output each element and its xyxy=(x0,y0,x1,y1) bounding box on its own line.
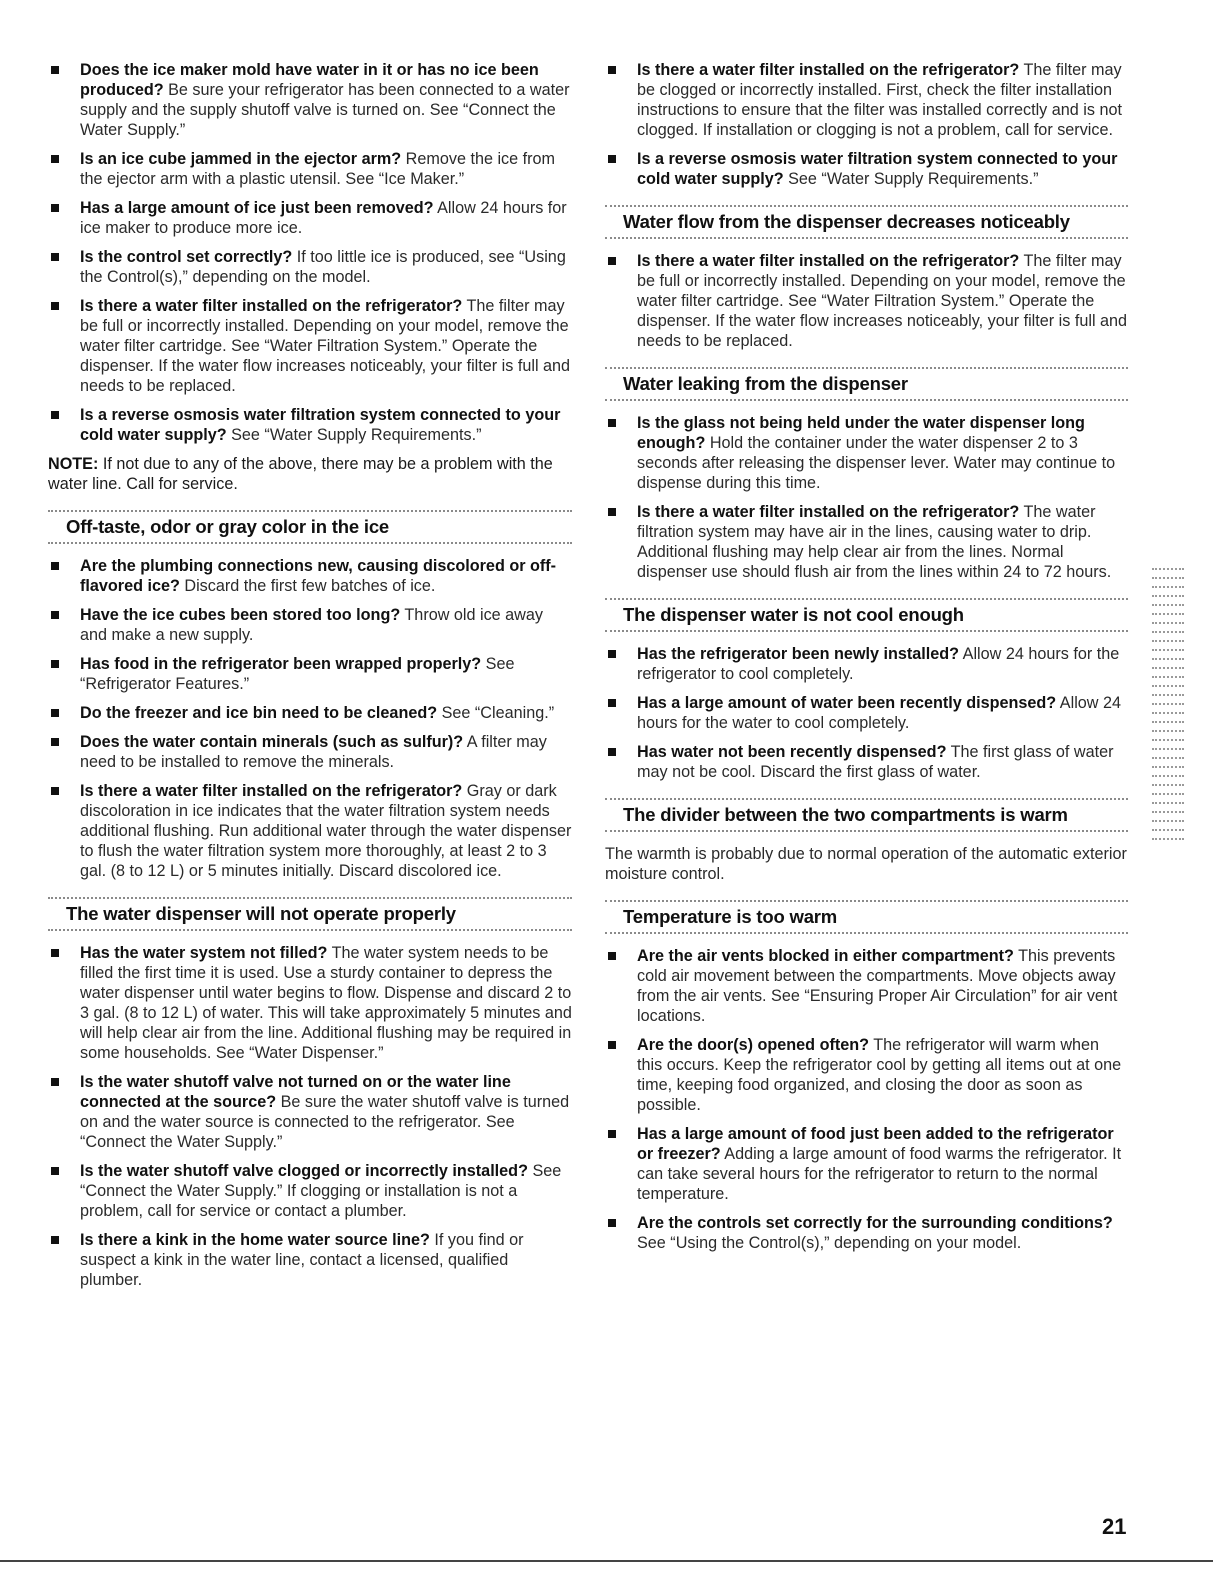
dotted-divider xyxy=(605,932,1128,934)
dotted-divider xyxy=(48,897,572,899)
item-answer: Throw old ice away and make a new supply. xyxy=(80,606,543,644)
item-answer: Allow 24 hours for ice maker to produce more ice. xyxy=(80,199,567,237)
section-heading xyxy=(605,598,1128,632)
item-question: Is an ice cube jammed in the ejector arm? xyxy=(80,150,402,168)
item-question: Have the ice cubes been stored too long? xyxy=(80,606,401,624)
item-answer: The filter may be full or incorrectly installed. Depending on your model, remove the water filter cartridge. See “Water Filtration System.” Operate the dispenser. If the water flow increases noticeably, your filter is full and needs to be replaced. xyxy=(637,252,1128,350)
item-question: Is the water shutoff valve clogged or incorrectly installed? xyxy=(80,1162,528,1180)
bullet-square-icon xyxy=(51,787,59,795)
right-column xyxy=(605,60,1128,1262)
troubleshooting-item xyxy=(605,742,1128,782)
section-heading xyxy=(48,897,572,931)
item-answer: The first glass of water may not be cool. Discard the first glass of water. xyxy=(637,743,1114,781)
item-question: Is a reverse osmosis water filtration system connected to your cold water supply? xyxy=(80,406,561,444)
troubleshooting-item xyxy=(48,405,572,445)
bullet-square-icon xyxy=(608,1219,616,1227)
section-heading xyxy=(605,367,1128,401)
section-heading xyxy=(605,900,1128,934)
item-answer: This prevents cold air movement between the compartments. Move objects away from the air vents. See “Ensuring Proper Air Circulation” for air vent locations. xyxy=(637,947,1118,1025)
item-question: Does the water contain minerals (such as sulfur)? xyxy=(80,733,464,751)
item-answer: See “Connect the Water Supply.” If clogging or installation is not a problem, call for service or contact a plumber. xyxy=(80,1162,562,1220)
item-answer: The refrigerator will warm when this occurs. Keep the refrigerator cool by getting all items out at one time, keeping food organized, and closing the door as soon as possible. xyxy=(637,1036,1122,1114)
item-answer: See “Water Supply Requirements.” xyxy=(226,426,482,444)
troubleshooting-item xyxy=(48,149,572,189)
item-answer: Gray or dark discoloration in ice indicates that the water filtration system needs additional flushing. Run additional water through the water dispenser to flush the water filtration system more thoroughly, at least 2 to 3 gal. (8 to 12 L) or 5 minutes initially. Discard discolored ice. xyxy=(80,782,572,880)
bullet-square-icon xyxy=(51,562,59,570)
bullet-square-icon xyxy=(51,709,59,717)
dotted-divider xyxy=(605,399,1128,401)
item-question: Is there a water filter installed on the refrigerator? xyxy=(637,252,1020,270)
troubleshooting-item xyxy=(48,654,572,694)
item-question: Is there a water filter installed on the refrigerator? xyxy=(80,297,463,315)
bullet-square-icon xyxy=(51,411,59,419)
item-answer: If you find or suspect a kink in the water line, contact a licensed, qualified plumber. xyxy=(80,1231,524,1289)
item-question: Has food in the refrigerator been wrapped properly? xyxy=(80,655,482,673)
bullet-square-icon xyxy=(608,748,616,756)
troubleshooting-item xyxy=(48,732,572,772)
bullet-square-icon xyxy=(608,952,616,960)
bullet-square-icon xyxy=(608,699,616,707)
bullet-square-icon xyxy=(51,302,59,310)
troubleshooting-item xyxy=(48,60,572,140)
bullet-square-icon xyxy=(608,419,616,427)
bullet-square-icon xyxy=(608,508,616,516)
troubleshooting-item xyxy=(605,693,1128,733)
bullet-square-icon xyxy=(51,1078,59,1086)
troubleshooting-item xyxy=(48,296,572,396)
bullet-square-icon xyxy=(608,155,616,163)
item-answer: Be sure the water shutoff valve is turned on and the water source is connected to the refrigerator. See “Connect the Water Supply.” xyxy=(80,1093,570,1151)
troubleshooting-item xyxy=(605,1124,1128,1204)
item-answer: The water system needs to be filled the first time it is used. Use a sturdy container to depress the water dispenser until water begins to flow. Dispense and discard 2 to 3 gal. (8 to 12 L) of water. This will take approximately 5 minutes and will help clear air from the line. Additional flushing may be required in some households. See “Water Dispenser.” xyxy=(80,944,572,1062)
section-heading-text: The water dispenser will not operate properly xyxy=(66,903,456,924)
item-question: Has a large amount of ice just been removed? xyxy=(80,199,434,217)
item-question: Is the control set correctly? xyxy=(80,248,293,266)
bottom-rule xyxy=(0,1560,1213,1562)
note-label: NOTE: xyxy=(48,455,99,473)
dotted-divider xyxy=(48,510,572,512)
item-question: Has a large amount of food just been added to the refrigerator or freezer? xyxy=(637,1125,1114,1163)
left-column xyxy=(48,60,572,1299)
section-heading-text: Off-taste, odor or gray color in the ice xyxy=(66,516,389,537)
troubleshooting-item xyxy=(48,703,572,723)
bullet-square-icon xyxy=(608,257,616,265)
dotted-divider xyxy=(605,798,1128,800)
troubleshooting-item xyxy=(48,198,572,238)
section-heading-text: Water flow from the dispenser decreases noticeably xyxy=(623,211,1070,232)
item-answer: A filter may need to be installed to remove the minerals. xyxy=(80,733,547,771)
item-question: Is there a water filter installed on the refrigerator? xyxy=(637,61,1020,79)
section-heading-text: Water leaking from the dispenser xyxy=(623,373,908,394)
dotted-divider xyxy=(605,205,1128,207)
section-heading-text: The divider between the two compartments is warm xyxy=(623,804,1068,825)
troubleshooting-item xyxy=(48,1230,572,1290)
troubleshooting-item xyxy=(48,943,572,1063)
item-answer: See “Using the Control(s),” depending on your model. xyxy=(637,1234,1022,1252)
troubleshooting-item xyxy=(605,1213,1128,1253)
troubleshooting-item xyxy=(605,413,1128,493)
dotted-divider xyxy=(605,830,1128,832)
item-question: Does the ice maker mold have water in it or has no ice been produced? xyxy=(80,61,539,99)
item-question: Has the water system not filled? xyxy=(80,944,328,962)
bullet-square-icon xyxy=(51,204,59,212)
item-question: Is there a water filter installed on the refrigerator? xyxy=(637,503,1020,521)
bullet-square-icon xyxy=(51,1236,59,1244)
bullet-square-icon xyxy=(608,1041,616,1049)
item-answer: Adding a large amount of food warms the refrigerator. It can take several hours for the refrigerator to return to the normal temperature. xyxy=(637,1145,1122,1203)
item-answer: Be sure your refrigerator has been connected to a water supply and the supply shutoff valve is turned on. See “Connect the Water Supply.” xyxy=(80,81,570,139)
item-answer: The water filtration system may have air in the lines, causing water to drip. Additional flushing may help clear air from the lines. Normal dispenser use should flush air from the lines within 24 to 72 hours. xyxy=(637,503,1112,581)
dotted-divider xyxy=(48,929,572,931)
bullet-square-icon xyxy=(608,1130,616,1138)
bullet-square-icon xyxy=(51,1167,59,1175)
troubleshooting-item xyxy=(48,605,572,645)
note-paragraph xyxy=(48,454,572,494)
item-answer: If too little ice is produced, see “Using the Control(s),” depending on the model. xyxy=(80,248,566,286)
dotted-divider xyxy=(605,598,1128,600)
item-answer: See “Water Supply Requirements.” xyxy=(783,170,1039,188)
bullet-square-icon xyxy=(51,611,59,619)
bullet-square-icon xyxy=(51,738,59,746)
item-question: Is the water shutoff valve not turned on or the water line connected at the source? xyxy=(80,1073,511,1111)
item-question: Has a large amount of water been recently dispensed? xyxy=(637,694,1057,712)
item-answer: Discard the first few batches of ice. xyxy=(179,577,436,595)
section-heading xyxy=(605,798,1128,832)
item-answer: The filter may be full or incorrectly installed. Depending on your model, remove the water filter cartridge. See “Water Filtration System.” Operate the dispenser. If the water flow increases noticeably, your filter is full and needs to be replaced. xyxy=(80,297,571,395)
item-question: Has water not been recently dispensed? xyxy=(637,743,947,761)
dotted-divider xyxy=(605,630,1128,632)
section-heading xyxy=(605,205,1128,239)
item-answer: Hold the container under the water dispenser 2 to 3 seconds after releasing the dispenser lever. Water may continue to dispense during this time. xyxy=(637,434,1116,492)
item-question: Are the air vents blocked in either compartment? xyxy=(637,947,1014,965)
bullet-square-icon xyxy=(51,660,59,668)
item-answer: The filter may be clogged or incorrectly installed. First, check the filter installation instructions to ensure that the filter was installed correctly and is not clogged. If installation or clogging is not a problem, call for service. xyxy=(637,61,1122,139)
troubleshooting-item xyxy=(48,1161,572,1221)
section-heading xyxy=(48,510,572,544)
bullet-square-icon xyxy=(51,253,59,261)
troubleshooting-item xyxy=(605,149,1128,189)
section-heading-text: Temperature is too warm xyxy=(623,906,838,927)
bullet-square-icon xyxy=(51,155,59,163)
troubleshooting-item xyxy=(605,60,1128,140)
scan-artifact xyxy=(1152,568,1184,790)
item-question: Is a reverse osmosis water filtration system connected to your cold water supply? xyxy=(637,150,1118,188)
troubleshooting-item xyxy=(605,1035,1128,1115)
item-answer: See “Cleaning.” xyxy=(437,704,555,722)
section-heading-text: The dispenser water is not cool enough xyxy=(623,604,964,625)
item-answer: Allow 24 hours for the refrigerator to cool completely. xyxy=(637,645,1120,683)
dotted-divider xyxy=(605,900,1128,902)
troubleshooting-item xyxy=(48,781,572,881)
troubleshooting-item xyxy=(605,502,1128,582)
dotted-divider xyxy=(48,542,572,544)
item-question: Is there a water filter installed on the refrigerator? xyxy=(80,782,463,800)
bullet-square-icon xyxy=(608,650,616,658)
item-answer: Allow 24 hours for the water to cool completely. xyxy=(637,694,1121,732)
item-question: Is the glass not being held under the water dispenser long enough? xyxy=(637,414,1085,452)
dotted-divider xyxy=(605,367,1128,369)
item-answer: See “Refrigerator Features.” xyxy=(80,655,515,693)
item-question: Do the freezer and ice bin need to be cleaned? xyxy=(80,704,438,722)
note-text: If not due to any of the above, there may be a problem with the water line. Call for service. xyxy=(48,455,553,493)
bullet-square-icon xyxy=(608,66,616,74)
dotted-divider xyxy=(605,237,1128,239)
troubleshooting-item xyxy=(605,251,1128,351)
troubleshooting-item xyxy=(48,247,572,287)
item-question: Has the refrigerator been newly installed? xyxy=(637,645,960,663)
body-paragraph: The warmth is probably due to normal operation of the automatic exterior moisture control. xyxy=(605,845,1127,883)
item-answer: Remove the ice from the ejector arm with a plastic utensil. See “Ice Maker.” xyxy=(80,150,556,188)
troubleshooting-item xyxy=(605,946,1128,1026)
item-question: Are the plumbing connections new, causing discolored or off-flavored ice? xyxy=(80,557,557,595)
bullet-square-icon xyxy=(51,949,59,957)
troubleshooting-item xyxy=(605,644,1128,684)
page-number: 21 xyxy=(1102,1514,1127,1539)
troubleshooting-item xyxy=(48,556,572,596)
item-question: Are the controls set correctly for the surrounding conditions? xyxy=(637,1214,1113,1232)
item-question: Are the door(s) opened often? xyxy=(637,1036,870,1054)
bullet-square-icon xyxy=(51,66,59,74)
item-question: Is there a kink in the home water source line? xyxy=(80,1231,430,1249)
troubleshooting-item xyxy=(48,1072,572,1152)
